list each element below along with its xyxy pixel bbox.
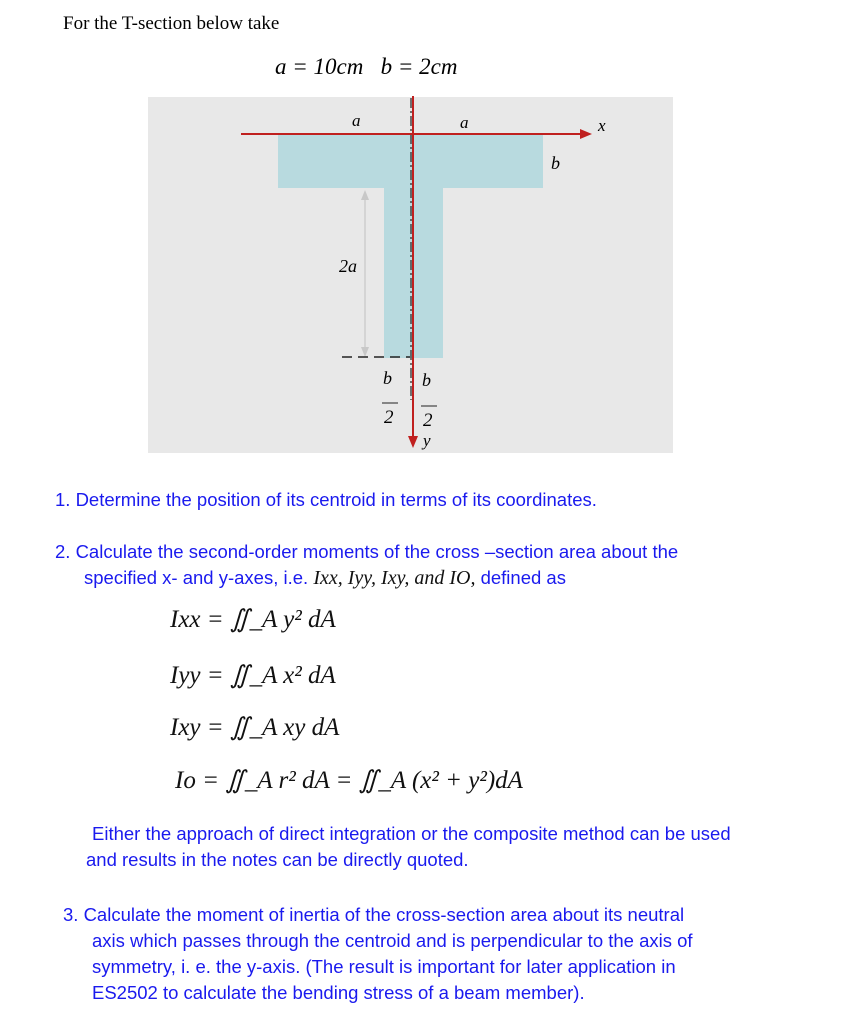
question-3-line3: symmetry, i. e. the y-axis. (The result is important for later application in <box>92 956 676 977</box>
question-3-line1: 3. Calculate the moment of inertia of the cross-section area about its neutral <box>63 904 685 925</box>
question-3-line2: axis which passes through the centroid and is perpendicular to the axis of <box>92 930 693 951</box>
equation-ixx: Ixx = ∬_A y² dA <box>170 606 336 633</box>
question-2-line2 <box>84 567 566 590</box>
q2-symbols: Ixx, Iyy, Ixy, and IO, <box>313 567 476 589</box>
equation-ixy: Ixy = ∬_A xy dA <box>170 714 340 741</box>
label-y: y <box>423 431 431 450</box>
q2-text: specified x- and y-axes, i.e. <box>84 567 309 588</box>
intro-text: For the T-section below take <box>63 13 280 34</box>
frac-right-den: 2 <box>423 410 433 431</box>
question-1: 1. Determine the position of its centroid in terms of its coordinates. <box>55 489 597 510</box>
label-a-right: a <box>460 113 469 132</box>
equation-io: Io = ∬_A r² dA = ∬_A (x² + y²)dA <box>175 767 523 794</box>
equation-iyy: Iyy = ∬_A x² dA <box>170 662 336 689</box>
note-line2: and results in the notes can be directly quoted. <box>86 849 469 870</box>
question-2-line1: 2. Calculate the second-order moments of the cross –section area about the <box>55 541 679 562</box>
t-section-diagram <box>0 0 851 470</box>
note-line1: Either the approach of direct integration or the composite method can be used <box>92 823 731 844</box>
frac-left-num: b <box>383 368 392 388</box>
frac-right-num: b <box>422 370 431 390</box>
q2-text-end: defined as <box>480 567 566 588</box>
frac-left-den: 2 <box>384 407 394 428</box>
label-a-left: a <box>352 111 361 130</box>
question-3-line4: ES2502 to calculate the bending stress of a beam member). <box>92 982 585 1003</box>
given-values: a = 10cm b = 2cm <box>275 54 458 79</box>
label-x: x <box>598 116 606 135</box>
label-b: b <box>551 153 560 173</box>
label-2a: 2a <box>339 256 357 276</box>
